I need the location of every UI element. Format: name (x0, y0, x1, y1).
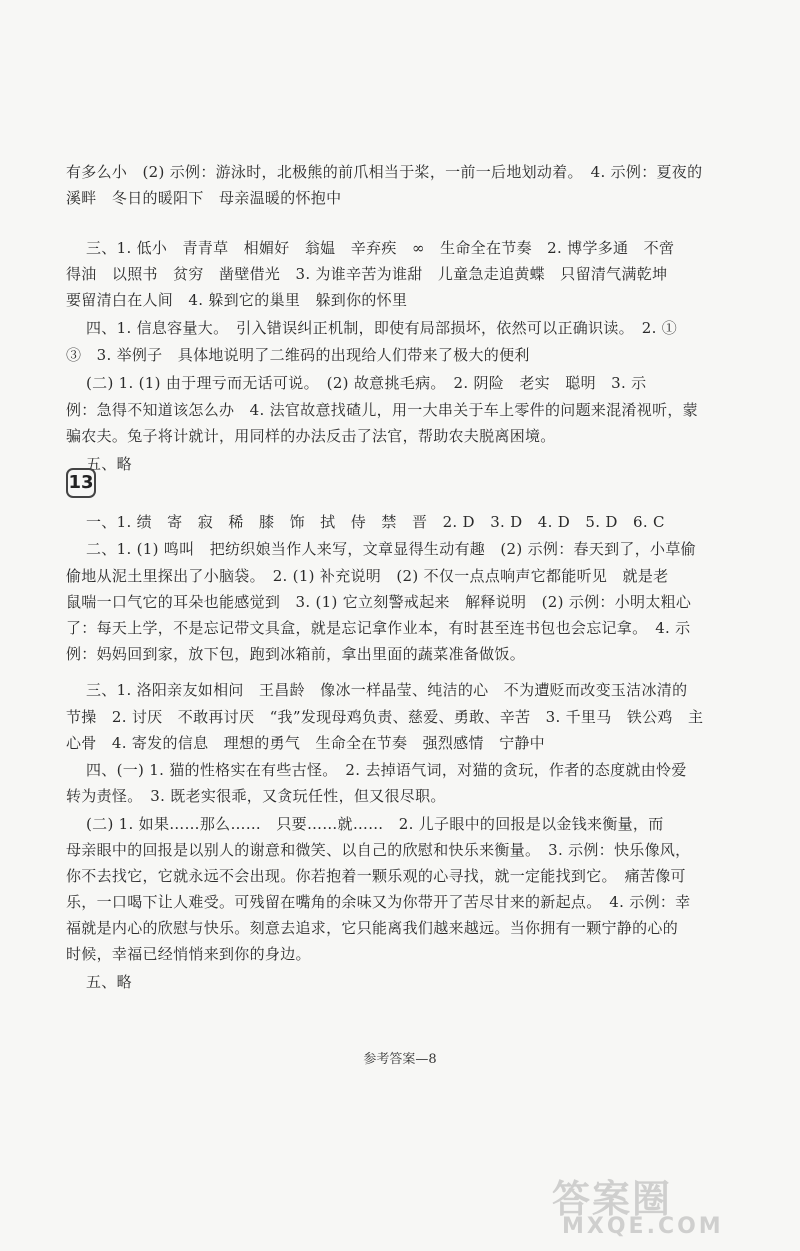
answer-line: 例：妈妈回到家，放下包，跑到冰箱前，拿出里面的蔬菜准备做饭。 (66, 645, 526, 663)
answer-line: 母亲眼中的回报是以别人的谢意和微笑、以自己的欣慰和快乐来衡量。 3. 示例：快乐像风， (66, 841, 691, 859)
page-footer: 参考答案—8 (363, 1052, 437, 1067)
answer-line: (二) 1. 如果……那么…… 只要……就…… 2. 儿子眼中的回报是以金钱来衡量，而 (86, 815, 664, 833)
answer-line: 三、1. 低小 青青草 相媚好 翁媪 辛弃疾 ∞ 生命全在节奏 2. 博学多通 不啻 (86, 239, 675, 257)
answer-line: 得油 以照书 贫穷 凿壁借光 3. 为谁辛苦为谁甜 儿童急走追黄蝶 只留清气满乾坤 (66, 265, 668, 283)
answer-line: 要留清白在人间 4. 躲到它的巢里 躲到你的怀里 (66, 291, 408, 309)
answer-line: 一、1. 绩 寄 寂 稀 膝 饰 拭 侍 禁 晋 2. D 3. D 4. D 5. D 6. C (86, 513, 665, 531)
watermark-text: 答案圈 (552, 1177, 673, 1221)
answer-line: 溪畔 冬日的暖阳下 母亲温暖的怀抱中 (66, 189, 342, 207)
watermark-url: MXQE.COM (562, 1214, 724, 1239)
answer-line: 鼠喘一口气它的耳朵也能感觉到 3. (1) 它立刻警戒起来 解释说明 (2) 示例：小明太粗心 (66, 593, 692, 611)
answer-line: 二、1. (1) 鸣叫 把纺织娘当作人来写，文章显得生动有趣 (2) 示例：春天到了，小草偷 (86, 540, 696, 558)
answer-line: 三、1. 洛阳亲友如相问 王昌龄 像冰一样晶莹、纯洁的心 不为遭贬而改变玉洁冰清的 (86, 681, 688, 699)
answer-line: ③ 3. 举例子 具体地说明了二维码的出现给人们带来了极大的便利 (66, 346, 530, 364)
answer-line: 四、(一) 1. 猫的性格实在有些古怪。 2. 去掉语气词，对猫的贪玩，作者的态度就由怜爱 (86, 761, 687, 779)
answer-line: (二) 1. (1) 由于理亏而无话可说。 (2) 故意挑毛病。 2. 阴险 老实 聪明 3. 示 (86, 374, 647, 392)
answer-line: 骗农夫。兔子将计就计，用同样的办法反击了法官，帮助农夫脱离困境。 (66, 427, 556, 445)
answer-line: 你不去找它，它就永远不会出现。你若抱着一颗乐观的心寻找，就一定能找到它。 痛苦像可 (66, 867, 686, 885)
answer-line: 五、略 (86, 455, 132, 473)
answer-line: 偷地从泥土里探出了小脑袋。 2. (1) 补充说明 (2) 不仅一点点响声它都能听见 就是老 (66, 567, 669, 585)
answer-line: 了：每天上学，不是忘记带文具盒，就是忘记拿作业本，有时甚至连书包也会忘记拿。 4. 示 (66, 619, 691, 637)
answer-line: 节操 2. 讨厌 不敢再讨厌 “我”发现母鸡负责、慈爱、勇敢、辛苦 3. 千里马 铁公鸡 主 (66, 708, 704, 726)
answer-line: 心骨 4. 寄发的信息 理想的勇气 生命全在节奏 强烈感情 宁静中 (66, 734, 545, 752)
answer-line: 有多么小 (2) 示例：游泳时，北极熊的前爪相当于桨，一前一后地划动着。 4. 示例：夏夜的 (66, 163, 703, 181)
answer-line: 例：急得不知道该怎么办 4. 法官故意找碴儿，用一大串关于车上零件的问题来混淆视听，蒙 (66, 401, 698, 419)
answer-line: 四、1. 信息容量大。 引入错误纠正机制，即使有局部损坏，依然可以正确识读。 2. ① (86, 319, 678, 337)
watermark-logo (552, 1168, 782, 1240)
answer-line: 福就是内心的欣慰与快乐。刻意去追求，它只能离我们越来越远。当你拥有一颗宁静的心的 (66, 919, 679, 937)
answer-line: 乐，一口喝下让人难受。可残留在嘴角的余味又为你带开了苦尽甘来的新起点。 4. 示例：幸 (66, 893, 691, 911)
section-number-badge: 13 (66, 468, 96, 498)
answer-line: 时候，幸福已经悄悄来到你的身边。 (66, 945, 311, 963)
answer-line: 五、略 (86, 973, 132, 991)
answer-line: 转为责怪。 3. 既老实很乖，又贪玩任性，但又很尽职。 (66, 787, 446, 805)
